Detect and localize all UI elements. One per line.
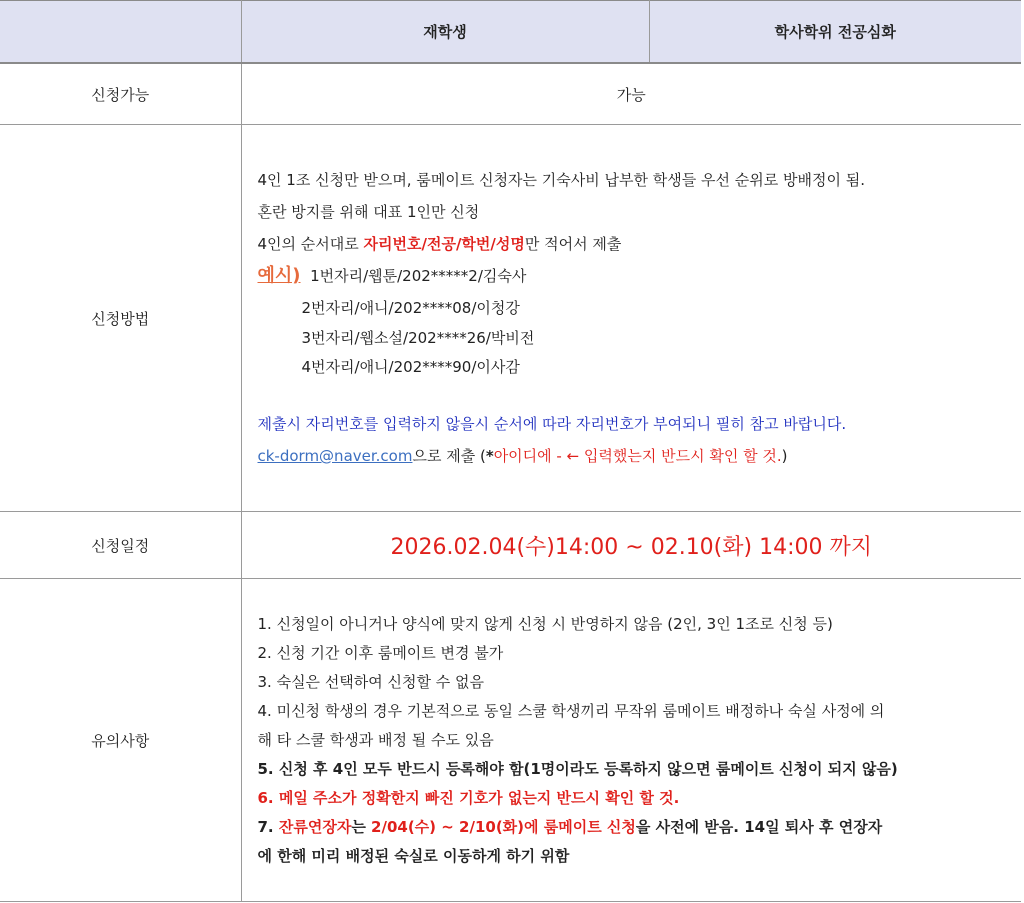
- note-7-prefix: 7.: [257, 817, 279, 836]
- note-5: 5. 신청 후 4인 모두 반드시 등록해야 함(1명이라도 등록하지 않으면 룸메이트 신청이 되지 않음): [257, 759, 898, 778]
- note-7-line-2: 에 한해 미리 배정된 숙실로 이동하게 하기 위함: [257, 846, 570, 865]
- email-check-warning: 아이디에 - ← 입력했는지 반드시 확인 할 것.: [493, 447, 782, 465]
- example-entry-1: 1번자리/웹툰/202*****2/김숙사: [310, 267, 527, 285]
- email-post-text: 으로 제출 (: [412, 447, 486, 465]
- note-4a: 4. 미신청 학생의 경우 기본적으로 동일 스쿨 학생끼리 무작위 룸메이트 배정하나 숙실 사정에 의: [257, 701, 885, 720]
- row-method: [0, 125, 1021, 512]
- method-content: [241, 125, 1021, 512]
- note-7: [258, 813, 1022, 842]
- row-availability: [0, 63, 1021, 125]
- email-link[interactable]: ck-dorm@naver.com: [257, 447, 413, 465]
- row-schedule: [0, 512, 1021, 579]
- method-line-3: [258, 228, 1022, 260]
- header-bachelor-advanced: 학사학위 전공심화: [649, 1, 1021, 64]
- seat-number-notice: 제출시 자리번호를 입력하지 않을시 순서에 따라 자리번호가 부여되니 필히 참고 바랍니다.: [257, 415, 847, 433]
- notes-content: [241, 579, 1021, 902]
- method-line-3-post: 만 적어서 제출: [524, 235, 622, 253]
- row-notes: [0, 579, 1021, 902]
- note-7-extended-stay: 잔류연장자: [278, 817, 352, 836]
- availability-value: 가능: [241, 63, 1021, 125]
- example-entry-2: 2번자리/애니/202****08/이청강: [301, 299, 520, 317]
- note-7-particle: 는: [351, 817, 372, 836]
- note-2: 2. 신청 기간 이후 룸메이트 변경 불가: [257, 643, 504, 662]
- note-1: 1. 신청일이 아니거나 양식에 맞지 않게 신청 시 반영하지 않음 (2인, 3인 1조로 신청 등): [257, 614, 833, 633]
- schedule-value: 2026.02.04(수)14:00 ~ 02.10(화) 14:00 까지: [241, 512, 1021, 579]
- note-3: 3. 숙실은 선택하여 신청할 수 없음: [257, 672, 485, 691]
- note-7-suffix: 을 사전에 받음. 14일 퇴사 후 연장자: [635, 817, 883, 836]
- method-line-1: 4인 1조 신청만 받으며, 룸메이트 신청자는 기숙사비 납부한 학생들 우선 순위로 방배정이 됨.: [257, 171, 865, 189]
- email-submit-line: [258, 440, 1022, 472]
- note-7-date-range: 2/04(수) ~ 2/10(화)에 룸메이트 신청: [371, 817, 636, 836]
- example-entry-3: 3번자리/웹소설/202****26/박비전: [301, 329, 535, 347]
- method-label: 신청방법: [0, 125, 241, 512]
- table-header-row: [0, 1, 1021, 64]
- header-blank-cell: [0, 1, 241, 64]
- schedule-label: 신청일정: [0, 512, 241, 579]
- method-line-3-pre: 4인의 순서대로: [257, 235, 364, 253]
- method-line-3-required-fields: 자리번호/전공/학번/성명: [363, 235, 525, 253]
- email-close-paren: ): [781, 447, 788, 465]
- note-6: 6. 메일 주소가 정확한지 빠진 기호가 없는지 반드시 확인 할 것.: [257, 788, 680, 807]
- email-star: *: [485, 447, 494, 465]
- example-line-1: [258, 260, 1022, 292]
- example-entry-4: 4번자리/애니/202****90/이사감: [301, 358, 520, 376]
- example-label: 예시): [257, 265, 301, 286]
- notes-label: 유의사항: [0, 579, 241, 902]
- availability-label: 신청가능: [0, 63, 241, 125]
- method-line-2: 혼란 방지를 위해 대표 1인만 신청: [257, 203, 480, 221]
- note-4b: 해 타 스쿨 학생과 배정 될 수도 있음: [257, 730, 494, 749]
- header-current-students: 재학생: [241, 1, 649, 64]
